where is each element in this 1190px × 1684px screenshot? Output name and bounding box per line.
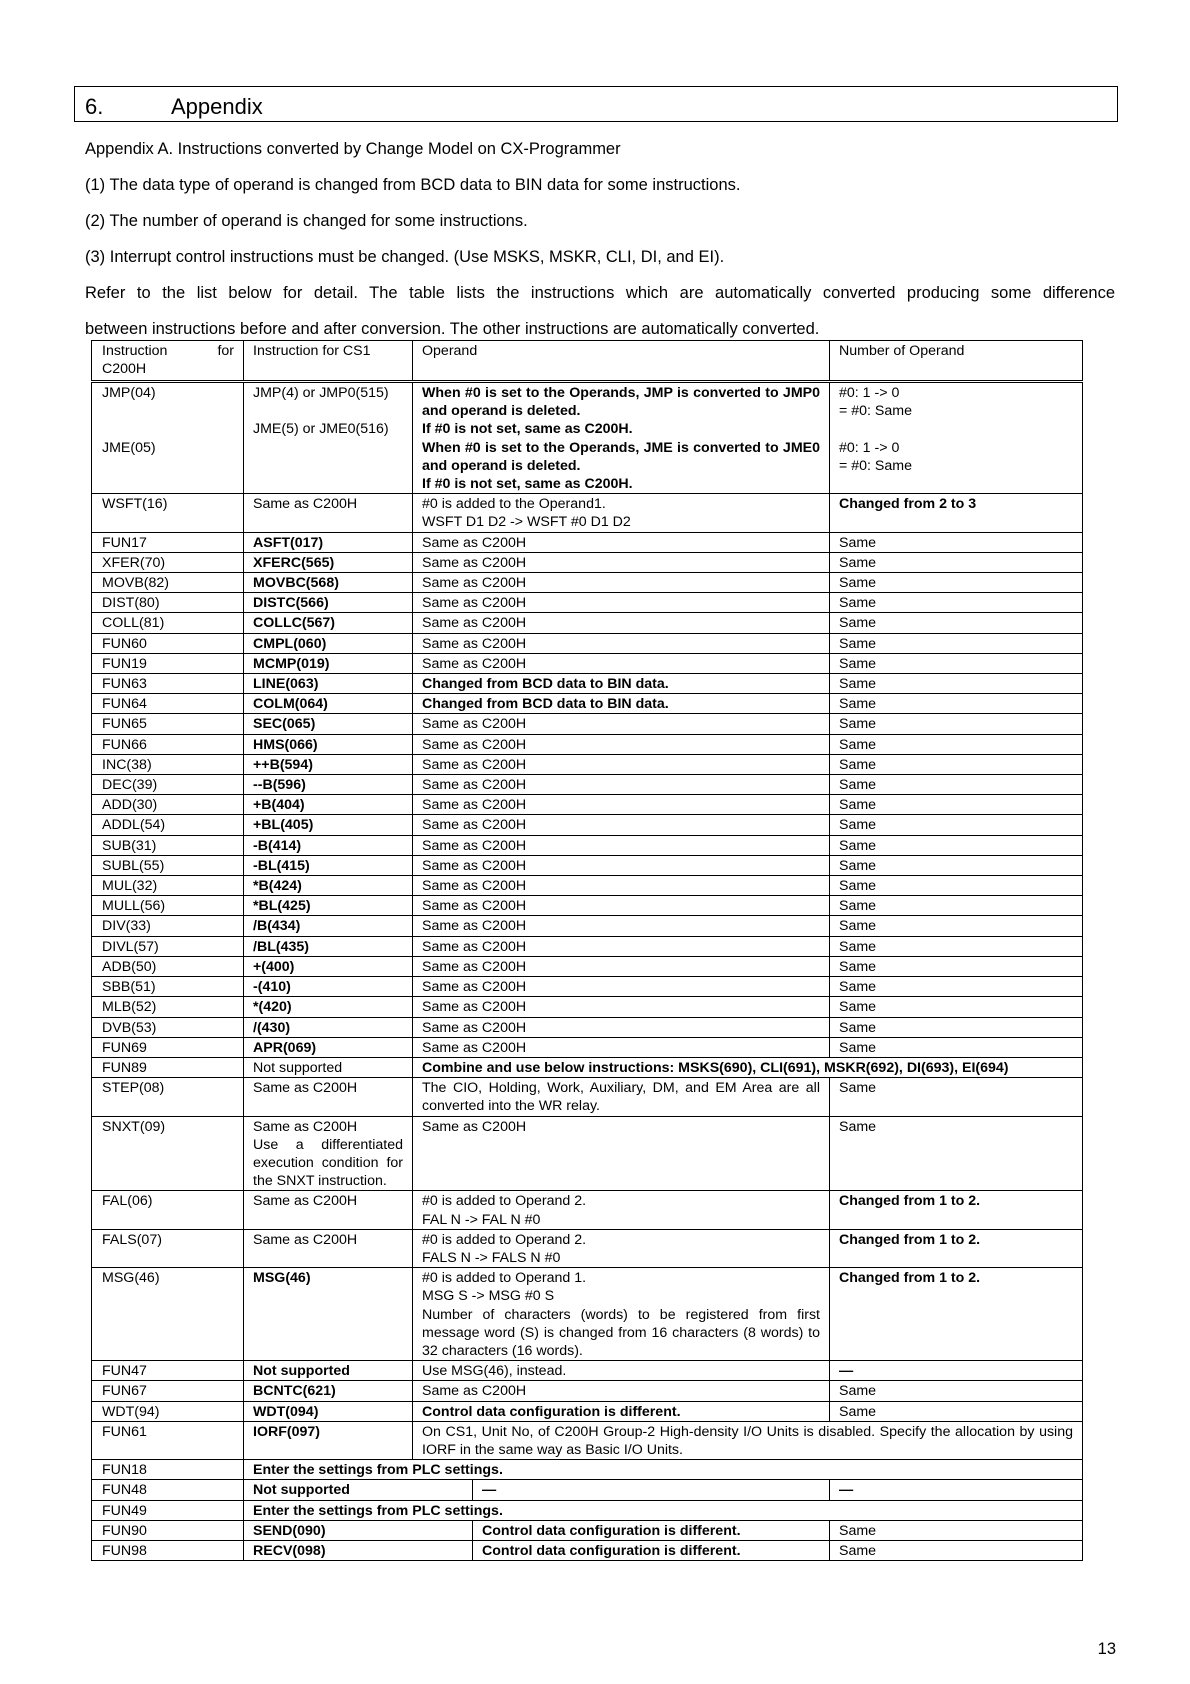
- cell-number: Same: [830, 855, 1083, 875]
- cell-operand: Same as C200H: [413, 956, 830, 976]
- cell-cs1: DISTC(566): [244, 593, 413, 613]
- cell-cs1: LINE(063): [244, 674, 413, 694]
- cell-cs1: Same as C200H: [244, 1078, 413, 1116]
- cell-c200h: FUN18: [92, 1460, 244, 1480]
- cell-cs1: /B(434): [244, 916, 413, 936]
- cell-cs1: COLLC(567): [244, 613, 413, 633]
- cell-c200h: MLB(52): [92, 997, 244, 1017]
- table-row: [92, 936, 1083, 956]
- table-row: [92, 795, 1083, 815]
- header-c200h: Instruction for C200H: [92, 341, 244, 382]
- conversion-table-body: [92, 341, 1083, 1561]
- intro-item-2: (2) The number of operand is changed for some instructions.: [85, 212, 528, 230]
- cell-c200h: [92, 382, 244, 494]
- cell-number: Same: [830, 1017, 1083, 1037]
- cell-c200h: STEP(08): [92, 1078, 244, 1116]
- table-row: [92, 674, 1083, 694]
- jme-cs1: JME(5) or JME0(516): [253, 421, 389, 438]
- table-row-wsft: [92, 494, 1083, 532]
- cell-number: Same: [830, 1540, 1083, 1560]
- cell-number: Same: [830, 734, 1083, 754]
- conversion-table: [91, 340, 1083, 1561]
- cell-cs1: HMS(066): [244, 734, 413, 754]
- cell-number: Same: [830, 815, 1083, 835]
- cell-number: Same: [830, 754, 1083, 774]
- page-number: 13: [1097, 1640, 1116, 1658]
- cell-cs1: Not supported: [244, 1057, 413, 1077]
- cell-c200h: INC(38): [92, 754, 244, 774]
- cell-cs1: +(400): [244, 956, 413, 976]
- wsft-operand-1: #0 is added to the Operand1.: [422, 496, 606, 513]
- cell-number: Changed from 1 to 2.: [830, 1191, 1083, 1229]
- cell-c200h: FUN17: [92, 532, 244, 552]
- cell-number: Same: [830, 1116, 1083, 1191]
- table-row-fun98: [92, 1540, 1083, 1560]
- appendix-heading: Appendix A. Instructions converted by Change Model on CX-Programmer: [85, 140, 621, 158]
- cell-cs1: ASFT(017): [244, 532, 413, 552]
- cell-cs1: SEND(090): [244, 1520, 473, 1540]
- cell-cs1: SEC(065): [244, 714, 413, 734]
- table-row-fals: [92, 1229, 1083, 1267]
- table-row-fun67: [92, 1381, 1083, 1401]
- wsft-operand-2: WSFT D1 D2 -> WSFT #0 D1 D2: [422, 514, 631, 531]
- jmp-operand-1: When #0 is set to the Operands, JMP is converted to JMP0 and operand is deleted.: [422, 385, 820, 420]
- table-row-jmp-jme: [92, 382, 1083, 494]
- cell-operand: Same as C200H: [413, 552, 830, 572]
- cell-number: Same: [830, 977, 1083, 997]
- intro-item-3: (3) Interrupt control instructions must be changed. (Use MSKS, MSKR, CLI, DI, and EI).: [85, 248, 725, 266]
- cell-cs1: *B(424): [244, 876, 413, 896]
- cell-c200h: DEC(39): [92, 775, 244, 795]
- cell-operand: Same as C200H: [413, 896, 830, 916]
- cell-operand: Control data configuration is different.: [473, 1540, 830, 1560]
- cell-cs1: APR(069): [244, 1037, 413, 1057]
- jmp-cs1: JMP(4) or JMP0(515): [253, 385, 389, 401]
- cell-number: Same: [830, 916, 1083, 936]
- cell-operand: [413, 494, 830, 532]
- jme-operand-2: If #0 is not set, same as C200H.: [422, 476, 633, 493]
- cell-number: Same: [830, 694, 1083, 714]
- table-row-fun61: [92, 1421, 1083, 1459]
- intro-item-1: (1) The data type of operand is changed from BCD data to BIN data for some instructions.: [85, 176, 741, 194]
- cell-c200h: FUN47: [92, 1361, 244, 1381]
- table-row-step: [92, 1078, 1083, 1116]
- cell-c200h: FUN98: [92, 1540, 244, 1560]
- table-row-fun47: [92, 1361, 1083, 1381]
- cell-operand: Use MSG(46), instead.: [413, 1361, 830, 1381]
- cell-cs1: BCNTC(621): [244, 1381, 413, 1401]
- cell-c200h: FUN49: [92, 1500, 244, 1520]
- table-row: [92, 593, 1083, 613]
- cell-c200h: FUN63: [92, 674, 244, 694]
- cell-c200h: ADB(50): [92, 956, 244, 976]
- table-row: [92, 997, 1083, 1017]
- msg-operand-3: Number of characters (words) to be registered from first message word (S) is changed from 16 characters (8 words) to 32 characters (16 words).: [422, 1306, 820, 1359]
- cell-cs1: Same as C200H: [244, 1191, 413, 1229]
- table-row: [92, 1037, 1083, 1057]
- table-row: [92, 977, 1083, 997]
- cell-cs1: -B(414): [244, 835, 413, 855]
- snxt-cs1-1: Same as C200H: [253, 1118, 358, 1135]
- jme-c200h: JME(05): [102, 439, 156, 456]
- cell-c200h: FUN66: [92, 734, 244, 754]
- msg-operand-1: #0 is added to Operand 1.: [422, 1270, 587, 1287]
- cell-cs1: IORF(097): [244, 1421, 413, 1459]
- cell-c200h: XFER(70): [92, 552, 244, 572]
- cell-number: Same: [830, 1401, 1083, 1421]
- cell-c200h: COLL(81): [92, 613, 244, 633]
- cell-cs1: /(430): [244, 1017, 413, 1037]
- table-row-msg: [92, 1268, 1083, 1361]
- cell-operand: Same as C200H: [413, 653, 830, 673]
- cell-cs1: [244, 1116, 413, 1191]
- cell-operand: Same as C200H: [413, 1037, 830, 1057]
- cell-cs1: MOVBC(568): [244, 573, 413, 593]
- section-title: Appendix: [171, 94, 263, 119]
- table-row: [92, 775, 1083, 795]
- cell-number: Same: [830, 1381, 1083, 1401]
- cell-merged: Enter the settings from PLC settings.: [244, 1500, 1083, 1520]
- cell-c200h: FALS(07): [92, 1229, 244, 1267]
- cell-operand: Control data configuration is different.: [413, 1401, 830, 1421]
- cell-c200h: WSFT(16): [92, 494, 244, 532]
- cell-cs1: *BL(425): [244, 896, 413, 916]
- cell-cs1: Not supported: [244, 1361, 413, 1381]
- header-cs1: Instruction for CS1: [244, 341, 413, 382]
- cell-operand: Same as C200H: [413, 593, 830, 613]
- intro-detail-line-1: Refer to the list below for detail. The table lists the instructions which are automatically converted producing some difference: [85, 284, 1115, 302]
- cell-number: Same: [830, 593, 1083, 613]
- cell-cs1: +B(404): [244, 795, 413, 815]
- cell-number: Changed from 1 to 2.: [830, 1268, 1083, 1361]
- cell-operand: Changed from BCD data to BIN data.: [413, 694, 830, 714]
- table-row: [92, 532, 1083, 552]
- cell-operand: Same as C200H: [413, 795, 830, 815]
- table-row: [92, 734, 1083, 754]
- cell-operand: The CIO, Holding, Work, Auxiliary, DM, and EM Area are all converted into the WR relay.: [413, 1078, 830, 1116]
- cell-number: Same: [830, 613, 1083, 633]
- section-heading-box: [74, 86, 1118, 122]
- intro-detail-line-2: between instructions before and after conversion. The other instructions are automatically converted.: [85, 320, 820, 338]
- cell-c200h: DIV(33): [92, 916, 244, 936]
- cell-c200h: FAL(06): [92, 1191, 244, 1229]
- cell-cs1: Same as C200H: [244, 1229, 413, 1267]
- cell-operand: Same as C200H: [413, 916, 830, 936]
- jmp-number-2: = #0: Same: [839, 403, 912, 420]
- cell-number: Same: [830, 936, 1083, 956]
- cell-cs1: Not supported: [244, 1480, 473, 1500]
- cell-number: Same: [830, 1037, 1083, 1057]
- cell-c200h: MUL(32): [92, 876, 244, 896]
- cell-c200h: FUN67: [92, 1381, 244, 1401]
- cell-operand: Same as C200H: [413, 734, 830, 754]
- cell-operand: Combine and use below instructions: MSKS(690), CLI(691), MSKR(692), DI(693), EI(694): [413, 1057, 1083, 1077]
- table-row: [92, 1017, 1083, 1037]
- table-row: [92, 855, 1083, 875]
- header-number-of-operand: Number of Operand: [830, 341, 1083, 382]
- cell-c200h: FUN90: [92, 1520, 244, 1540]
- table-row-fal: [92, 1191, 1083, 1229]
- cell-c200h: DIST(80): [92, 593, 244, 613]
- cell-number: Same: [830, 835, 1083, 855]
- snxt-cs1-2: Use a differentiated execution condition for the SNXT instruction.: [253, 1136, 403, 1190]
- cell-operand: Same as C200H: [413, 1017, 830, 1037]
- table-row: [92, 815, 1083, 835]
- table-row: [92, 653, 1083, 673]
- cell-number: Same: [830, 552, 1083, 572]
- cell-number: Same: [830, 1520, 1083, 1540]
- cell-number: Changed from 1 to 2.: [830, 1229, 1083, 1267]
- table-row: [92, 754, 1083, 774]
- cell-c200h: ADD(30): [92, 795, 244, 815]
- cell-operand: Same as C200H: [413, 532, 830, 552]
- table-row: [92, 896, 1083, 916]
- cell-number: Same: [830, 714, 1083, 734]
- table-header-row: [92, 341, 1083, 382]
- cell-c200h: MOVB(82): [92, 573, 244, 593]
- cell-c200h: ADDL(54): [92, 815, 244, 835]
- table-row: [92, 573, 1083, 593]
- cell-operand: [413, 1229, 830, 1267]
- fals-operand-1: #0 is added to Operand 2.: [422, 1231, 587, 1248]
- cell-cs1: WDT(094): [244, 1401, 413, 1421]
- cell-operand: Same as C200H: [413, 936, 830, 956]
- jmp-number-1: #0: 1 -> 0: [839, 385, 900, 401]
- cell-operand: Same as C200H: [413, 977, 830, 997]
- jmp-c200h: JMP(04): [102, 385, 156, 401]
- cell-cs1: [244, 382, 413, 494]
- cell-number: Same: [830, 876, 1083, 896]
- cell-c200h: FUN61: [92, 1421, 244, 1459]
- cell-c200h: SUB(31): [92, 835, 244, 855]
- table-row: [92, 633, 1083, 653]
- cell-c200h: FUN19: [92, 653, 244, 673]
- cell-operand: Same as C200H: [413, 855, 830, 875]
- table-row: [92, 876, 1083, 896]
- cell-cs1: MCMP(019): [244, 653, 413, 673]
- cell-number: Same: [830, 775, 1083, 795]
- cell-cs1: /BL(435): [244, 936, 413, 956]
- table-row: [92, 613, 1083, 633]
- cell-number: Same: [830, 956, 1083, 976]
- fal-operand-1: #0 is added to Operand 2.: [422, 1193, 587, 1210]
- table-row-fun49: [92, 1500, 1083, 1520]
- cell-cs1: MSG(46): [244, 1268, 413, 1361]
- cell-operand: Same as C200H: [413, 573, 830, 593]
- jme-operand-1: When #0 is set to the Operands, JME is converted to JME0 and operand is deleted.: [422, 439, 820, 474]
- cell-operand: Control data configuration is different.: [473, 1520, 830, 1540]
- cell-c200h: DVB(53): [92, 1017, 244, 1037]
- cell-cs1: COLM(064): [244, 694, 413, 714]
- cell-operand: Same as C200H: [413, 1116, 830, 1191]
- cell-c200h: MSG(46): [92, 1268, 244, 1361]
- cell-c200h: SNXT(09): [92, 1116, 244, 1191]
- cell-c200h: FUN65: [92, 714, 244, 734]
- cell-operand: Same as C200H: [413, 613, 830, 633]
- header-operand: Operand: [413, 341, 830, 382]
- table-row-fun48: [92, 1480, 1083, 1500]
- cell-operand: [413, 1191, 830, 1229]
- table-row-snxt: [92, 1116, 1083, 1191]
- cell-c200h: SBB(51): [92, 977, 244, 997]
- cell-operand: Same as C200H: [413, 997, 830, 1017]
- cell-operand: Changed from BCD data to BIN data.: [413, 674, 830, 694]
- cell-number: —: [830, 1361, 1083, 1381]
- table-row-wdt: [92, 1401, 1083, 1421]
- cell-cs1: CMPL(060): [244, 633, 413, 653]
- msg-operand-2: MSG S -> MSG #0 S: [422, 1288, 555, 1305]
- cell-c200h: FUN48: [92, 1480, 244, 1500]
- cell-operand: Same as C200H: [413, 714, 830, 734]
- table-row-fun90: [92, 1520, 1083, 1540]
- cell-operand: —: [473, 1480, 830, 1500]
- table-row: [92, 956, 1083, 976]
- cell-c200h: FUN69: [92, 1037, 244, 1057]
- cell-operand: Same as C200H: [413, 775, 830, 795]
- jme-number-1: #0: 1 -> 0: [839, 439, 900, 456]
- cell-operand: Same as C200H: [413, 835, 830, 855]
- cell-c200h: DIVL(57): [92, 936, 244, 956]
- cell-cs1: -(410): [244, 977, 413, 997]
- cell-c200h: SUBL(55): [92, 855, 244, 875]
- cell-number: [830, 382, 1083, 494]
- cell-cs1: --B(596): [244, 775, 413, 795]
- cell-number: Same: [830, 633, 1083, 653]
- cell-operand: [413, 1268, 830, 1361]
- cell-cs1: -BL(415): [244, 855, 413, 875]
- cell-operand: Same as C200H: [413, 633, 830, 653]
- cell-number: Changed from 2 to 3: [830, 494, 1083, 532]
- fals-operand-2: FALS N -> FALS N #0: [422, 1249, 561, 1266]
- table-row: [92, 714, 1083, 734]
- cell-number: Same: [830, 532, 1083, 552]
- cell-cs1: ++B(594): [244, 754, 413, 774]
- cell-number: —: [830, 1480, 1083, 1500]
- cell-cs1: Same as C200H: [244, 494, 413, 532]
- cell-operand: Same as C200H: [413, 754, 830, 774]
- cell-number: Same: [830, 1078, 1083, 1116]
- table-row: [92, 835, 1083, 855]
- cell-operand: On CS1, Unit No, of C200H Group-2 High-density I/O Units is disabled. Specify the allocation by using IORF in the same way as Basic I/O Units.: [413, 1421, 1083, 1459]
- cell-number: Same: [830, 896, 1083, 916]
- cell-c200h: FUN60: [92, 633, 244, 653]
- section-number: 6.: [85, 94, 104, 119]
- cell-operand: Same as C200H: [413, 1381, 830, 1401]
- cell-c200h: WDT(94): [92, 1401, 244, 1421]
- cell-merged: Enter the settings from PLC settings.: [244, 1460, 1083, 1480]
- fal-operand-2: FAL N -> FAL N #0: [422, 1211, 541, 1228]
- cell-c200h: FUN89: [92, 1057, 244, 1077]
- jmp-operand-2: If #0 is not set, same as C200H.: [422, 421, 633, 438]
- cell-number: Same: [830, 653, 1083, 673]
- jme-number-2: = #0: Same: [839, 457, 912, 474]
- cell-number: Same: [830, 997, 1083, 1017]
- cell-c200h: FUN64: [92, 694, 244, 714]
- cell-number: Same: [830, 573, 1083, 593]
- cell-operand: Same as C200H: [413, 876, 830, 896]
- cell-cs1: +BL(405): [244, 815, 413, 835]
- cell-cs1: XFERC(565): [244, 552, 413, 572]
- table-row-fun18: [92, 1460, 1083, 1480]
- cell-operand: [413, 382, 830, 494]
- cell-c200h: MULL(56): [92, 896, 244, 916]
- cell-number: Same: [830, 795, 1083, 815]
- cell-operand: Same as C200H: [413, 815, 830, 835]
- cell-number: Same: [830, 674, 1083, 694]
- table-row-fun89: [92, 1057, 1083, 1077]
- table-row: [92, 694, 1083, 714]
- table-row: [92, 552, 1083, 572]
- table-row: [92, 916, 1083, 936]
- cell-cs1: *(420): [244, 997, 413, 1017]
- cell-cs1: RECV(098): [244, 1540, 473, 1560]
